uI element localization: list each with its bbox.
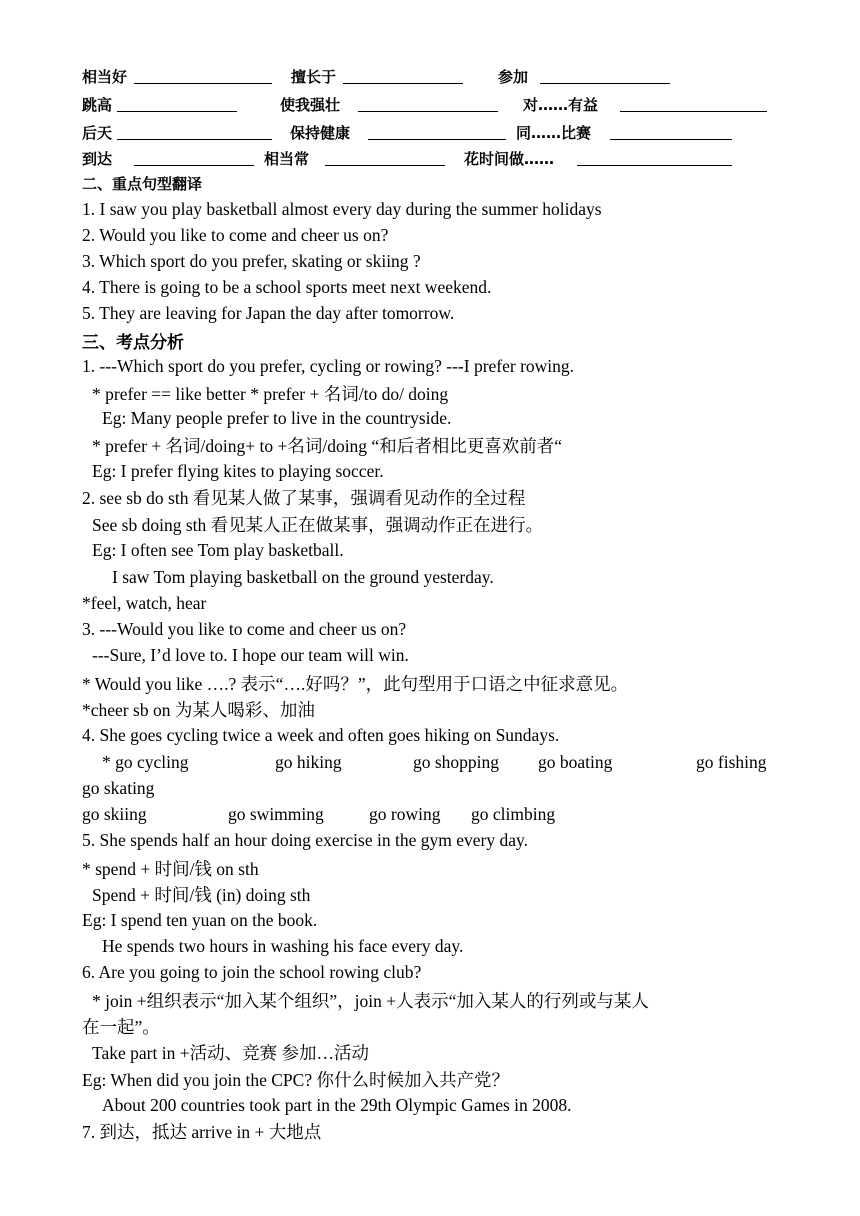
analysis-line: 5. She spends half an hour doing exercise in the gym every day. [82,830,528,850]
vocab-blank[interactable] [134,66,272,84]
vocab-label: 保持健康 [290,124,351,142]
analysis-line: * join +组织表示“加入某个组织”，join +人表示“加入某人的行列或与某人 [92,991,649,1011]
go-activity: go shopping [413,752,500,772]
vocab-blank[interactable] [343,66,463,84]
vocab-label: 到达 [82,150,113,168]
analysis-line: ---Sure, I’d love to. I hope our team will win. [92,645,409,665]
sentence: 1. I saw you play basketball almost every day during the summer holidays [82,199,602,219]
vocab-label: 跳高 [82,96,113,114]
vocab-label: 花时间做…… [464,150,555,168]
go-activity: go skiing [82,804,147,824]
vocab-blank[interactable] [610,122,732,140]
vocab-label: 参加 [498,68,529,86]
analysis-line: See sb doing sth 看见某人正在做某事，强调动作正在进行。 [92,515,544,535]
vocab-label: 擅长于 [291,68,337,86]
go-activity: go climbing [471,804,556,824]
vocab-blank[interactable] [540,66,670,84]
analysis-line: *cheer sb on 为某人喝彩、加油 [82,700,315,720]
analysis-line: 2. see sb do sth 看见某人做了某事，强调看见动作的全过程 [82,488,526,508]
analysis-line: 在一起”。 [82,1017,160,1037]
vocab-label: 相当常 [264,150,310,168]
sentence: 4. There is going to be a school sports meet next weekend. [82,277,492,297]
analysis-line: Eg: I prefer flying kites to playing soccer. [92,461,384,481]
analysis-line: Eg: I spend ten yuan on the book. [82,910,318,930]
vocab-blank[interactable] [620,94,767,112]
vocab-label: 同……比赛 [516,124,592,142]
section-heading: 二、重点句型翻译 [82,175,203,193]
go-activity: go hiking [275,752,342,772]
go-activity: go swimming [228,804,324,824]
vocab-blank[interactable] [325,148,445,166]
analysis-line: 1. ---Which sport do you prefer, cycling or rowing? ---I prefer rowing. [82,356,575,376]
sentence: 3. Which sport do you prefer, skating or skiing ? [82,251,421,271]
analysis-line: Eg: I often see Tom play basketball. [92,540,344,560]
go-activity: go fishing [696,752,767,772]
analysis-line: 6. Are you going to join the school rowing club? [82,962,422,982]
analysis-line: About 200 countries took part in the 29th Olympic Games in 2008. [102,1095,572,1115]
go-activity: go rowing [369,804,441,824]
analysis-line: * Would you like ….? 表示“….好吗？”，此句型用于口语之中征求意见。 [82,674,629,694]
analysis-line: I saw Tom playing basketball on the ground yesterday. [112,567,494,587]
section-heading: 三、考点分析 [82,333,184,353]
analysis-line: Take part in +活动、竞赛 参加…活动 [92,1043,369,1063]
go-activity: * go cycling [102,752,189,772]
vocab-label: 对……有益 [523,96,599,114]
analysis-line: He spends two hours in washing his face every day. [102,936,464,956]
vocab-label: 后天 [82,124,113,142]
vocab-label: 相当好 [82,68,128,86]
vocab-blank[interactable] [368,122,506,140]
analysis-line: Spend + 时间/钱 (in) doing sth [92,885,311,905]
analysis-line: Eg: When did you join the CPC? 你什么时候加入共产党？ [82,1070,509,1090]
vocab-blank[interactable] [117,94,237,112]
vocab-label: 使我强壮 [280,96,341,114]
analysis-line: 4. She goes cycling twice a week and often goes hiking on Sundays. [82,725,560,745]
analysis-line: * prefer + 名词/doing+ to +名词/doing “和后者相比更喜欢前者“ [92,436,562,456]
analysis-line: * prefer == like better * prefer + 名词/to do/ doing [92,384,449,404]
analysis-line: Eg: Many people prefer to live in the countryside. [102,408,452,428]
vocab-blank[interactable] [134,148,254,166]
analysis-line: go skating [82,778,155,798]
analysis-line: *feel, watch, hear [82,593,207,613]
sentence: 2. Would you like to come and cheer us on? [82,225,389,245]
analysis-line: 7. 到达，抵达 arrive in + 大地点 [82,1122,322,1142]
vocab-blank[interactable] [358,94,498,112]
analysis-line: * spend + 时间/钱 on sth [82,859,259,879]
analysis-line: 3. ---Would you like to come and cheer us on? [82,619,407,639]
sentence: 5. They are leaving for Japan the day after tomorrow. [82,303,455,323]
vocab-blank[interactable] [117,122,272,140]
vocab-blank[interactable] [577,148,732,166]
go-activity: go boating [538,752,613,772]
